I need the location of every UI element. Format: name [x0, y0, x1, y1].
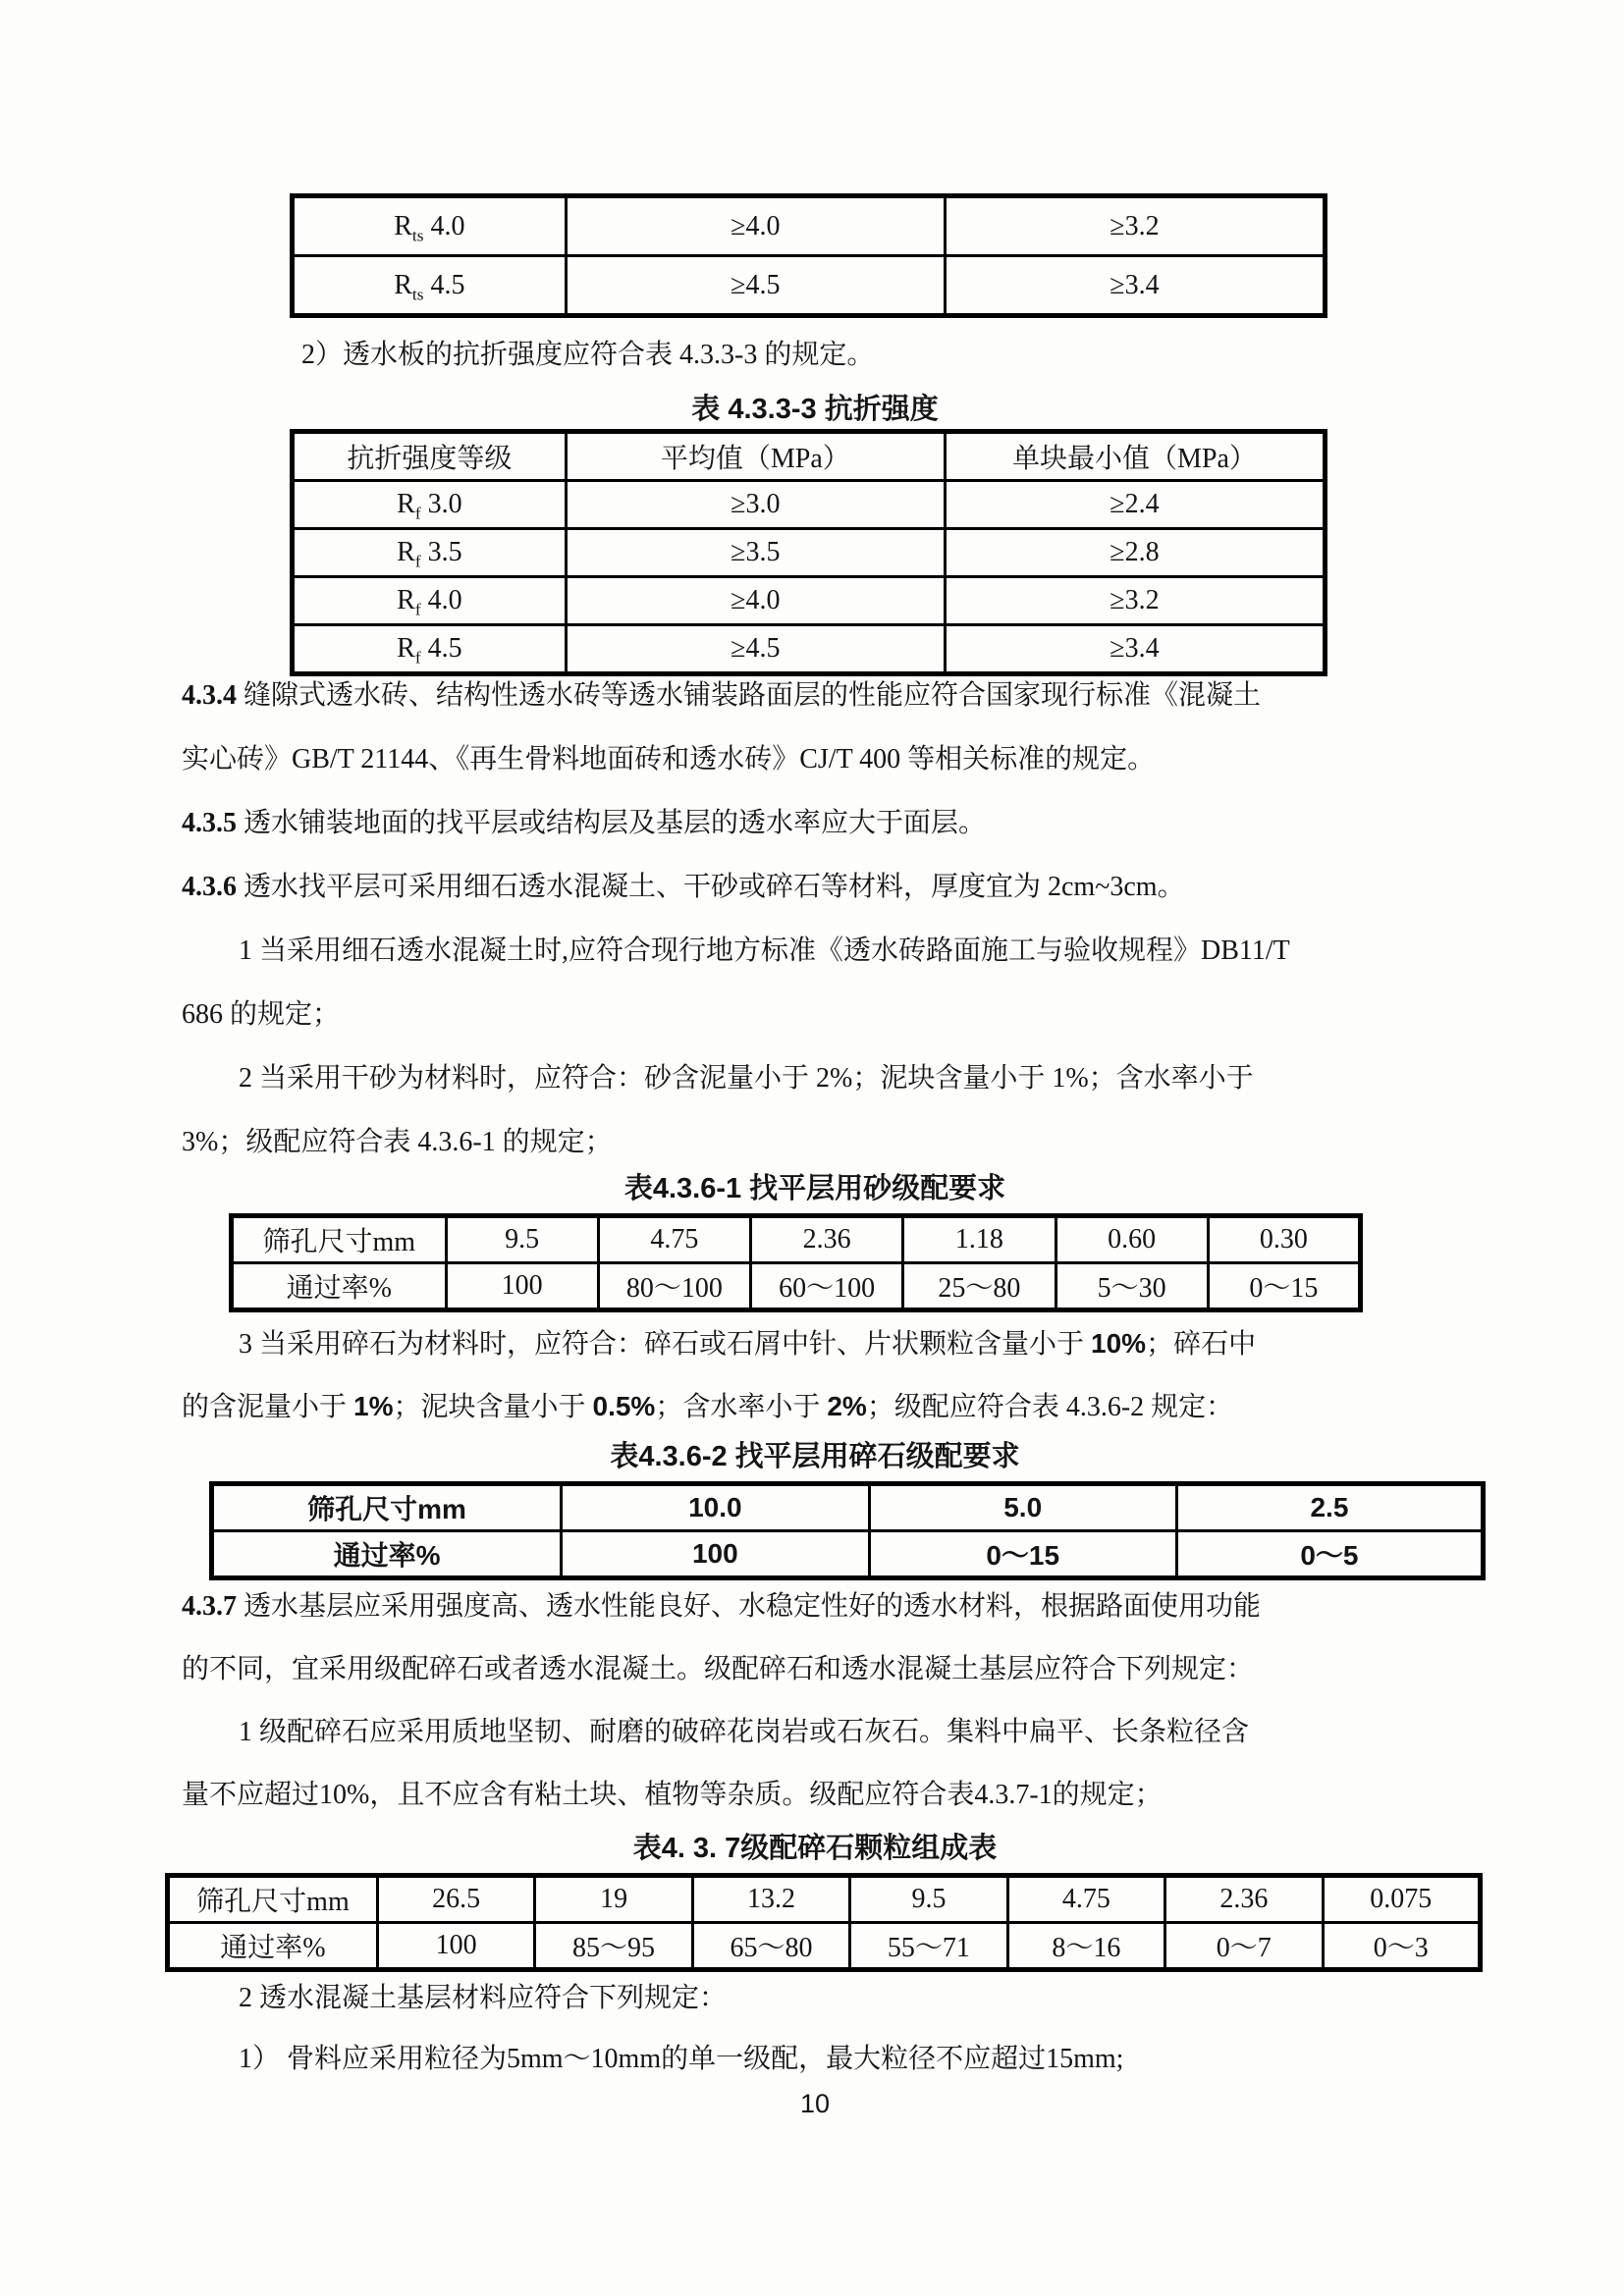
table-cell: 0～15 [1208, 1263, 1360, 1310]
text-line: 1 当采用细石透水混凝土时,应符合现行地方标准《透水砖路面施工与验收规程》DB11/T [239, 935, 1290, 966]
table-cell: 85～95 [535, 1923, 692, 1970]
table-cell: 0～7 [1165, 1923, 1323, 1970]
table-caption-4-3-6-2: 表4.3.6-2 找平层用碎石级配要求 [610, 1441, 1020, 1472]
data-table [290, 429, 1327, 676]
table-cell: 55～71 [850, 1923, 1007, 1970]
text-segment: 1% [353, 1391, 394, 1421]
text-segment: R [394, 269, 412, 300]
table-row [293, 196, 1326, 256]
table-cell: 8～16 [1007, 1923, 1164, 1970]
text-segment: 4.3.5 [182, 808, 244, 838]
table-cell: 2.36 [751, 1216, 903, 1263]
table-caption-4-3-7: 表4. 3. 7级配碎石颗粒组成表 [632, 1833, 998, 1864]
table-cell: 筛孔尺寸mm [212, 1484, 562, 1531]
table-cell: ≥4.0 [566, 196, 945, 256]
text-line: 2 透水混凝土基层材料应符合下列规定： [239, 1983, 728, 2013]
table-crushed-stone-gradation-4-3-6-2 [182, 1481, 1448, 1580]
table-cell: 19 [535, 1876, 692, 1923]
table-row [293, 432, 1326, 481]
text-segment: 4.5 [423, 269, 465, 300]
text-segment: R [397, 537, 415, 567]
text-segment: R [397, 489, 415, 519]
paragraph-4-3-6-item2 [182, 1046, 1448, 1174]
table-cell: 65～80 [692, 1923, 849, 1970]
table-cell: 筛孔尺寸mm [232, 1216, 447, 1263]
data-table [209, 1481, 1486, 1580]
paragraph-4-3-7-item2-sub1 [182, 2029, 1448, 2090]
table-cell: 平均值（MPa） [566, 432, 945, 481]
text-segment: 缝隙式透水砖、结构性透水砖等透水铺装路面层的性能应符合国家现行标准《混凝土 [244, 680, 1262, 711]
paragraph-4-3-7 [182, 1575, 1448, 1701]
table-cell: ≥3.5 [566, 529, 945, 577]
text-segment: ；级配应符合表 4.3.6-2 规定： [866, 1392, 1234, 1422]
table-cell: 5～30 [1056, 1263, 1208, 1310]
text-line: 量不应超过10%，且不应含有粘土块、植物等杂质。级配应符合表4.3.7-1的规定； [182, 1780, 1163, 1810]
table-cell: 0～3 [1323, 1923, 1480, 1970]
subscript-text: ts [411, 226, 424, 245]
text-segment: ；含水率小于 [655, 1392, 828, 1422]
table-cell [293, 577, 567, 625]
text-line: 2 当采用干砂为材料时，应符合：砂含泥量小于 2%；泥块含量小于 1%；含水率小于 [239, 1063, 1254, 1094]
table-sand-gradation-4-3-6-1 [182, 1213, 1448, 1312]
table-cell: 100 [446, 1263, 598, 1310]
text-segment: 4.0 [420, 585, 462, 615]
table-cell: 抗折强度等级 [293, 432, 567, 481]
subscript-text: f [414, 648, 421, 667]
text-segment: R [397, 585, 415, 615]
table-cell: 60～100 [751, 1263, 903, 1310]
table-row [168, 1876, 1481, 1923]
table-flexural-strength-4-3-3-3 [182, 429, 1448, 676]
table-row [232, 1216, 1361, 1263]
table-cell: ≥4.5 [566, 625, 945, 674]
text-line: 686 的规定； [182, 999, 341, 1030]
text-segment: 2% [827, 1391, 867, 1421]
paragraph-flexural-intro [182, 328, 1448, 383]
table-cell: 100 [562, 1531, 869, 1578]
text-segment: R [394, 210, 412, 241]
table-cell: ≥2.8 [945, 529, 1325, 577]
text-line [182, 1375, 1448, 1438]
text-line [182, 1575, 1448, 1638]
table-cell [293, 529, 567, 577]
table-cell: 0.60 [1056, 1216, 1208, 1263]
text-line [182, 855, 1448, 919]
table-cell: 9.5 [446, 1216, 598, 1263]
table-caption-4-3-3-3: 表 4.3.3-3 抗折强度 [691, 394, 939, 425]
table-cell: 0.30 [1208, 1216, 1360, 1263]
table-cell: ≥3.2 [945, 196, 1325, 256]
table-cell: 13.2 [692, 1876, 849, 1923]
text-line: 1 级配碎石应采用质地坚韧、耐磨的破碎花岗岩或石灰石。集料中扁平、长条粒径含 [239, 1717, 1250, 1747]
text-segment: 3.0 [420, 489, 462, 519]
table-row [232, 1263, 1361, 1310]
table-cell: 单块最小值（MPa） [945, 432, 1325, 481]
text-line [182, 1312, 1448, 1375]
table-cell: 筛孔尺寸mm [168, 1876, 378, 1923]
table-row [293, 529, 1326, 577]
text-segment: 透水找平层可采用细石透水混凝土、干砂或碎石等材料，厚度宜为 2cm~3cm。 [244, 872, 1185, 902]
table-cell: 4.75 [1007, 1876, 1164, 1923]
table-cell: ≥3.4 [945, 256, 1325, 316]
text-segment: 10% [1091, 1328, 1147, 1359]
table-cell: 0～5 [1176, 1531, 1483, 1578]
text-segment: 4.0 [423, 210, 465, 241]
text-segment: 3 当采用碎石为材料时，应符合：碎石或石屑中针、片状颗粒含量小于 [239, 1329, 1092, 1360]
text-line: 3%；级配应符合表 4.3.6-1 的规定； [182, 1127, 613, 1157]
text-segment: 4.3.6 [182, 872, 244, 902]
paragraph-4-3-6-item1 [182, 919, 1448, 1046]
table-cell: ≥4.0 [566, 577, 945, 625]
text-segment: R [397, 633, 415, 664]
subscript-text: ts [411, 285, 424, 304]
table-cell [293, 481, 567, 529]
text-line: 2）透水板的抗折强度应符合表 4.3.3-3 的规定。 [301, 340, 875, 370]
table-cell: 1.18 [903, 1216, 1056, 1263]
data-table [165, 1873, 1483, 1972]
text-segment: ；碎石中 [1146, 1329, 1257, 1360]
subscript-text: f [414, 552, 421, 571]
subscript-text: f [414, 504, 421, 523]
paragraph-4-3-6-item3 [182, 1312, 1448, 1438]
table-cell: 2.5 [1176, 1484, 1483, 1531]
text-segment: 4.3.7 [182, 1591, 244, 1622]
table-row [212, 1484, 1484, 1531]
table-caption-4-3-6-1: 表4.3.6-1 找平层用砂级配要求 [623, 1173, 1006, 1204]
table-cell: 通过率% [168, 1923, 378, 1970]
text-line: 1） 骨料应采用粒径为5mm～10mm的单一级配，最大粒径不应超过15mm; [239, 2044, 1124, 2074]
table-cell: ≥3.0 [566, 481, 945, 529]
table-cell: 通过率% [212, 1531, 562, 1578]
table-cell: 25～80 [903, 1263, 1056, 1310]
paragraph-4-3-7-item1 [182, 1701, 1448, 1827]
paragraph-4-3-5 [182, 791, 1448, 855]
text-segment: 透水铺装地面的找平层或结构层及基层的透水率应大于面层。 [244, 808, 987, 838]
table-cell [293, 256, 567, 316]
subscript-text: f [414, 600, 421, 619]
table-cell [293, 196, 567, 256]
table-cell: 9.5 [850, 1876, 1007, 1923]
table-row [212, 1531, 1484, 1578]
table-cell: ≥4.5 [566, 256, 945, 316]
text-segment: 0.5% [592, 1391, 656, 1421]
text-line: 的不同，宜采用级配碎石或者透水混凝土。级配碎石和透水混凝土基层应符合下列规定： [182, 1654, 1255, 1684]
paragraph-4-3-4 [182, 664, 1448, 791]
table-cell: 5.0 [869, 1484, 1176, 1531]
table-cell: 2.36 [1165, 1876, 1323, 1923]
data-table [229, 1213, 1363, 1312]
table-cell: ≥2.4 [945, 481, 1325, 529]
table-row [293, 577, 1326, 625]
table-cell: ≥3.4 [945, 625, 1325, 674]
text-segment: 透水基层应采用强度高、透水性能良好、水稳定性好的透水材料，根据路面使用功能 [244, 1591, 1262, 1622]
table-row [293, 481, 1326, 529]
table-cell: 10.0 [562, 1484, 869, 1531]
table-cell: ≥3.2 [945, 577, 1325, 625]
table-cell: 0.075 [1323, 1876, 1480, 1923]
table-graded-crushed-stone-4-3-7 [182, 1873, 1448, 1972]
data-table [290, 193, 1327, 318]
table-cell: 通过率% [232, 1263, 447, 1310]
text-segment: 的含泥量小于 [182, 1392, 354, 1422]
text-segment: 3.5 [420, 537, 462, 567]
text-line [182, 664, 1448, 727]
table-splitting-strength-continued [182, 193, 1448, 318]
table-cell: 4.75 [598, 1216, 750, 1263]
table-cell: 0～15 [869, 1531, 1176, 1578]
table-row [168, 1923, 1481, 1970]
text-line [182, 791, 1448, 855]
table-row [293, 256, 1326, 316]
table-cell: 80～100 [598, 1263, 750, 1310]
text-segment: 4.5 [420, 633, 462, 664]
paragraph-4-3-7-item2 [182, 1968, 1448, 2029]
text-segment: ；泥块含量小于 [393, 1392, 593, 1422]
table-cell: 100 [377, 1923, 534, 1970]
text-segment: 4.3.4 [182, 680, 244, 711]
page-number: 10 [799, 2089, 831, 2118]
text-line: 实心砖》GB/T 21144、《再生骨料地面砖和透水砖》CJ/T 400 等相关标准的规定。 [182, 744, 1156, 774]
paragraph-4-3-6 [182, 855, 1448, 919]
table-cell: 26.5 [377, 1876, 534, 1923]
